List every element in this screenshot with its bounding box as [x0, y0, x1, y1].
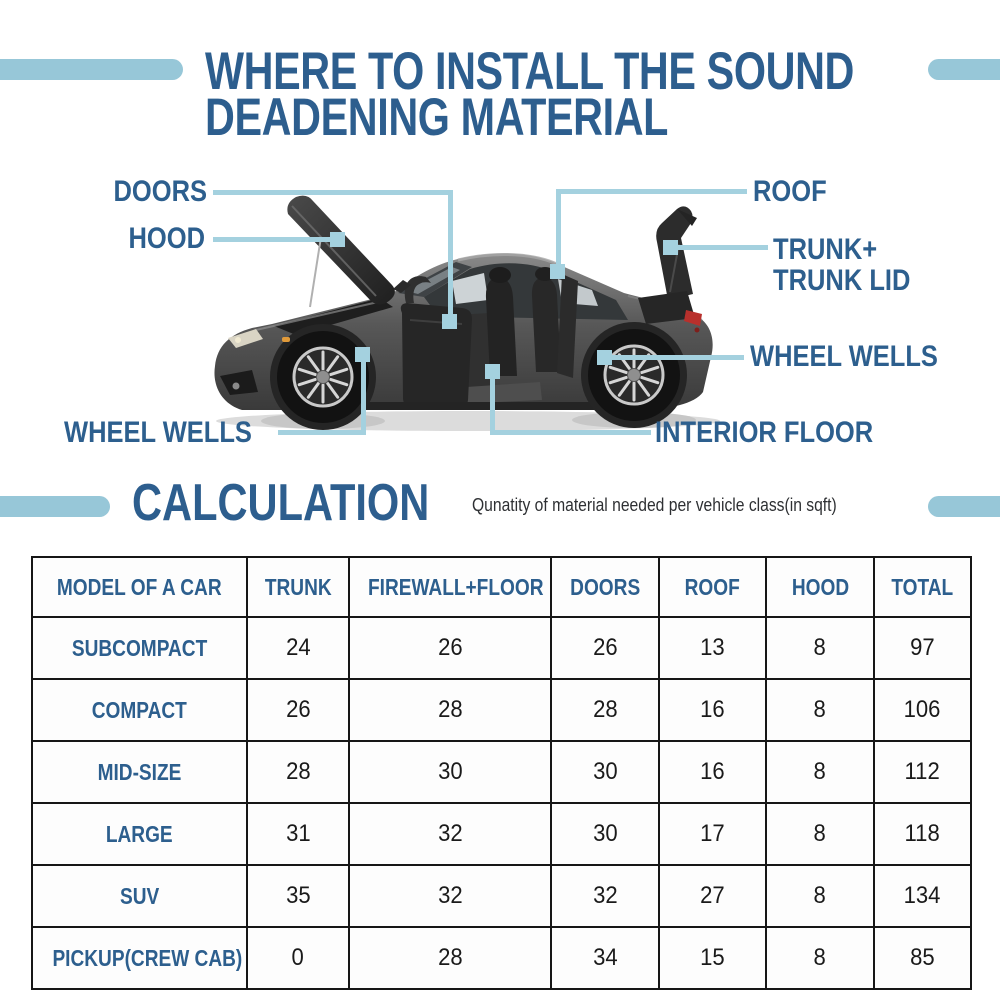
- model-cell: COMPACT: [32, 679, 247, 741]
- trunk-leader-line: [677, 245, 768, 250]
- value-cell: 0: [247, 927, 349, 989]
- value-cell: 32: [551, 865, 659, 927]
- value-cell: 28: [349, 679, 551, 741]
- table-header-row: [32, 557, 971, 617]
- value-cell: 8: [766, 927, 874, 989]
- doors-marker-square: [442, 314, 457, 329]
- value-cell: 85: [874, 927, 971, 989]
- value-cell: 8: [766, 865, 874, 927]
- roof-leader-line-h: [556, 189, 747, 194]
- value-cell: 26: [247, 679, 349, 741]
- label-trunk: TRUNK+ TRUNK LID: [773, 233, 911, 297]
- hood-marker-square: [330, 232, 345, 247]
- calc-left-accent-bar: [0, 496, 110, 517]
- col-header-total: TOTAL: [874, 557, 971, 617]
- interior-floor-leader-line-v: [490, 378, 495, 435]
- value-cell: 17: [659, 803, 766, 865]
- value-cell: 8: [766, 617, 874, 679]
- value-cell: 26: [551, 617, 659, 679]
- table-row-compact: [32, 679, 971, 741]
- model-cell: MID-SIZE: [32, 741, 247, 803]
- value-cell: 27: [659, 865, 766, 927]
- value-cell: 30: [349, 741, 551, 803]
- value-cell: 26: [349, 617, 551, 679]
- col-header-roof: ROOF: [659, 557, 766, 617]
- doors-leader-line-v: [448, 190, 453, 317]
- top-left-accent-bar: [0, 59, 183, 80]
- wheel-wells-right-leader-line: [610, 355, 744, 360]
- value-cell: 112: [874, 741, 971, 803]
- col-header-doors: DOORS: [551, 557, 659, 617]
- col-header-hood: HOOD: [766, 557, 874, 617]
- value-cell: 106: [874, 679, 971, 741]
- value-cell: 35: [247, 865, 349, 927]
- value-cell: 8: [766, 679, 874, 741]
- col-header-model: MODEL OF A CAR: [32, 557, 247, 617]
- value-cell: 13: [659, 617, 766, 679]
- interior-floor-leader-line-h: [490, 430, 651, 435]
- model-cell: SUV: [32, 865, 247, 927]
- label-wheel-wells-left: WHEEL WELLS: [64, 416, 252, 449]
- roof-marker-square: [550, 264, 565, 279]
- interior-floor-marker-square: [485, 364, 500, 379]
- value-cell: 32: [349, 803, 551, 865]
- table-row-mid-size: [32, 741, 971, 803]
- value-cell: 24: [247, 617, 349, 679]
- page-title: [205, 42, 855, 147]
- material-table: [31, 556, 972, 990]
- wheel-wells-left-leader-line-v: [361, 360, 366, 435]
- value-cell: 8: [766, 803, 874, 865]
- value-cell: 97: [874, 617, 971, 679]
- value-cell: 134: [874, 865, 971, 927]
- label-hood: HOOD: [128, 222, 205, 255]
- label-doors: DOORS: [113, 175, 207, 208]
- model-cell: SUBCOMPACT: [32, 617, 247, 679]
- label-roof: ROOF: [753, 175, 827, 208]
- value-cell: 31: [247, 803, 349, 865]
- wheel-wells-left-leader-line-h: [278, 430, 366, 435]
- doors-leader-line-h: [213, 190, 452, 195]
- wheel-wells-right-marker-square: [597, 350, 612, 365]
- table-row-subcompact: [32, 617, 971, 679]
- page-title-line1: WHERE TO INSTALL THE SOUND: [205, 42, 855, 101]
- value-cell: 30: [551, 741, 659, 803]
- car-side-view-image: [200, 180, 760, 440]
- calc-right-accent-bar: [928, 496, 1000, 517]
- wheel-wells-left-marker-square: [355, 347, 370, 362]
- value-cell: 118: [874, 803, 971, 865]
- value-cell: 30: [551, 803, 659, 865]
- model-cell: LARGE: [32, 803, 247, 865]
- trunk-marker-square: [663, 240, 678, 255]
- value-cell: 32: [349, 865, 551, 927]
- value-cell: 8: [766, 741, 874, 803]
- calculation-title: CALCULATION: [132, 474, 430, 532]
- hood-leader-line: [213, 237, 335, 242]
- col-header-trunk: TRUNK: [247, 557, 349, 617]
- table-row-suv: [32, 865, 971, 927]
- roof-leader-line-v: [556, 189, 561, 269]
- value-cell: 15: [659, 927, 766, 989]
- value-cell: 28: [551, 679, 659, 741]
- value-cell: 34: [551, 927, 659, 989]
- calculation-subtitle: Qunatity of material needed per vehicle class(in sqft): [472, 495, 837, 515]
- col-header-firewall-floor: FIREWALL+FLOOR: [349, 557, 551, 617]
- value-cell: 16: [659, 679, 766, 741]
- label-interior-floor: INTERIOR FLOOR: [655, 416, 874, 449]
- table-row-pickup: [32, 927, 971, 989]
- table-row-large: [32, 803, 971, 865]
- top-right-accent-bar: [928, 59, 1000, 80]
- model-cell: PICKUP(CREW CAB): [32, 927, 247, 989]
- value-cell: 16: [659, 741, 766, 803]
- label-wheel-wells-right: WHEEL WELLS: [750, 340, 938, 373]
- value-cell: 28: [247, 741, 349, 803]
- value-cell: 28: [349, 927, 551, 989]
- page-title-line2: DEADENING MATERIAL: [205, 88, 669, 147]
